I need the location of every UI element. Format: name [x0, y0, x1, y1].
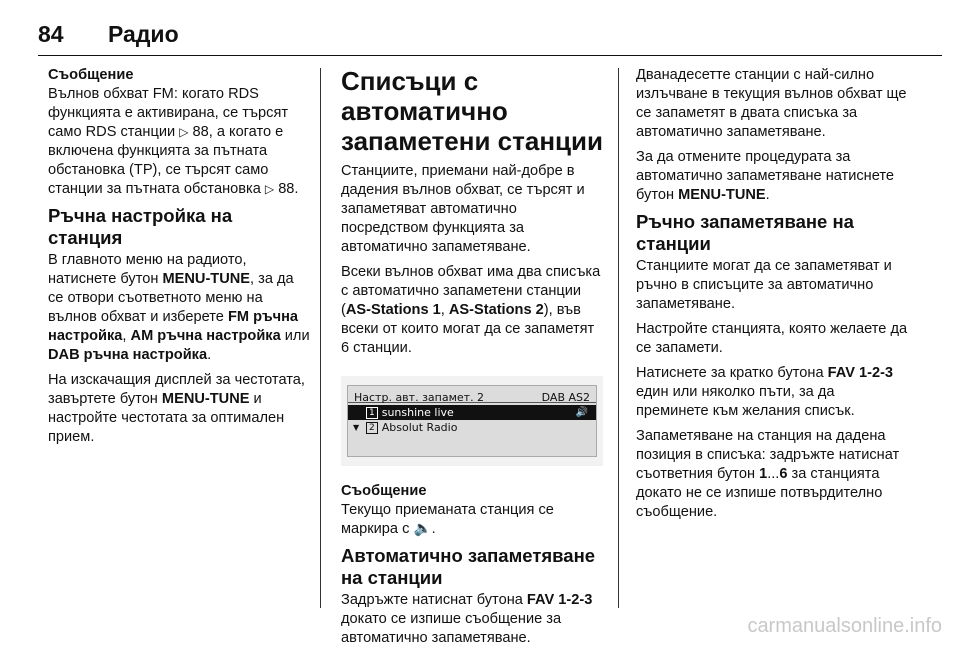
paragraph: Дванадесетте станции с най-силно излъчване в текущия вълнов обхват ще се запаметят в двата списъка за автоматично запаметяване. — [636, 67, 907, 140]
section-title: Ръчна настройка на станция — [48, 205, 233, 248]
column-divider — [320, 68, 321, 608]
page-ref-arrow-icon: ▷ — [264, 182, 275, 196]
column-3 — [636, 66, 908, 528]
paragraph: Задръжте натиснат бутона FAV 1-2-3 докато се изпише съобщение за автоматично запаметяване. — [341, 592, 593, 646]
station-row — [348, 420, 596, 435]
page-title: Радио — [108, 20, 179, 47]
station-index: 2 — [366, 422, 378, 434]
watermark: carmanualsonline.info — [747, 615, 942, 637]
paragraph: Станциите могат да се запаметяват и ръчно в списъците за автоматично запаметяване. — [636, 258, 892, 312]
screen-title: Настр. авт. запамет. 2 — [354, 391, 485, 404]
note-title: Съобщение — [48, 67, 134, 83]
paragraph: За да отмените процедурата за автоматично запаметяване натиснете бутон MENU-TUNE. — [636, 149, 895, 203]
column-2 — [341, 66, 603, 654]
paragraph: Станциите, приемани най-добре в дадения вълнов обхват, се търсят и запаметяват автоматично посредством функцията за автоматично запаметяване. — [341, 163, 585, 255]
note-title: Съобщение — [341, 483, 427, 499]
page-number: 84 — [38, 20, 64, 47]
section-title: Ръчно запаметяване на станции — [636, 211, 854, 254]
paragraph: Натиснете за кратко бутона FAV 1-2-3 един или няколко пъти, за да преминете към желания списък. — [636, 365, 894, 419]
paragraph: Всеки вълнов обхват има два списъка с автоматично запаметени станции (AS-Stations 1, AS-Stations 2), във всеки от които могат да се запаметят 6 станции. — [341, 264, 601, 356]
radio-screen-figure — [341, 376, 603, 466]
speaker-icon: 🔈 — [413, 521, 432, 537]
page-header — [38, 16, 179, 52]
radio-display — [347, 385, 597, 457]
header-rule — [38, 55, 942, 56]
section-heading: Списъци с автоматично запаметени станции — [341, 66, 603, 156]
paragraph: В главното меню на радиото, натиснете бутон MENU-TUNE, за да се отвори съответното меню на вълнов обхват и изберете FM ръчна настройка, AM ръчна настройка или DAB ръчна настройка. — [48, 252, 310, 363]
column-divider — [618, 68, 619, 608]
note-text: Текущо приеманата станция се маркира с 🔈. — [341, 502, 554, 537]
screen-band: DAB AS2 — [541, 391, 590, 404]
paragraph: На изскачащия дисплей за честотата, завъртете бутон MENU-TUNE и настройте честотата за оптимален прием. — [48, 372, 305, 445]
station-name: sunshine live — [381, 406, 454, 419]
speaker-icon: 🔊 — [575, 407, 588, 418]
scroll-down-arrow-icon: ▼ — [353, 423, 360, 432]
column-1 — [48, 66, 310, 453]
section-title: Автоматично запаметяване на станции — [341, 545, 596, 588]
paragraph: Запаметяване на станция на дадена позиция в списъка: задръжте натиснат съответния бутон 1...6 за станцията докато не се изпише потвърдително съобщение. — [636, 428, 900, 520]
station-index: 1 — [366, 407, 378, 419]
note-text: Вълнов обхват FM: когато RDS функцията е активирана, се търсят само RDS станции ▷ 88, а когато е включена функцията за пътната обстановка (TP), се търсят само станции за пътната обстановка ▷ 88. — [48, 86, 299, 197]
paragraph: Настройте станцията, която желаете да се запамети. — [636, 321, 908, 356]
page-ref-arrow-icon: ▷ — [179, 125, 189, 139]
station-name: Absolut Radio — [381, 421, 458, 434]
